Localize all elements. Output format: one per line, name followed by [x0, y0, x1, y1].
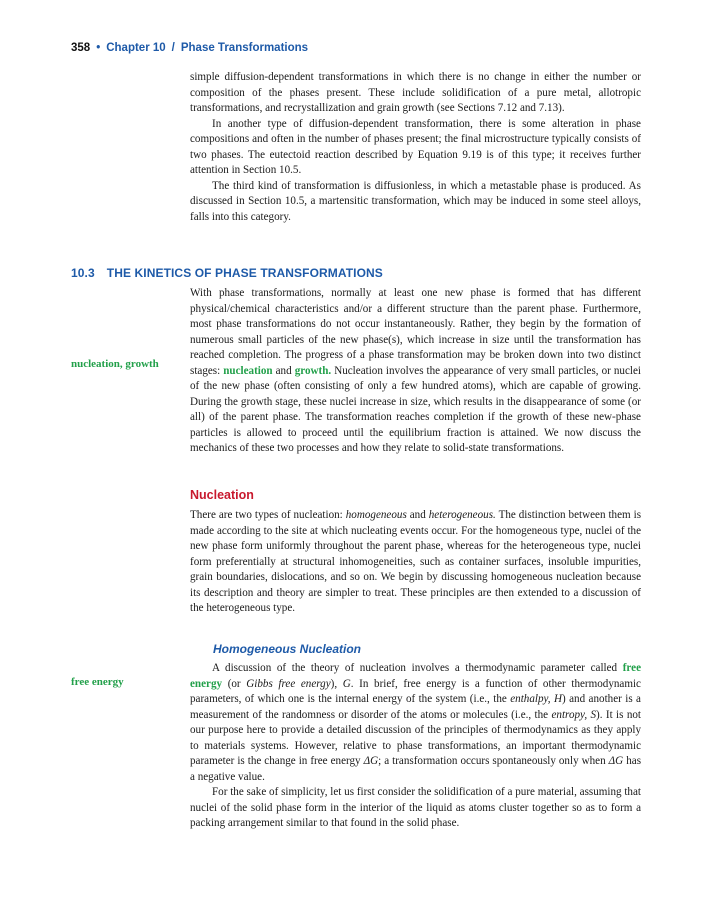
nucleation-text-b: The distinction between them is made according to the site at which nucleating events occur. For the homogeneous type, nuclei of the new phase form uniformly throughout the parent phase, whereas for the heterogeneous type, nuclei form preferentially at structural inhomogeneities, such as container surfaces, insoluble impurities, grain boundaries, dislocations, and so on. We begin by discussing homogeneous nucleation because its description and theory are simpler to treat. These principles are then extended to a discussion of the heterogeneous type. [190, 509, 642, 614]
page-number: 358 [71, 42, 91, 54]
margin-note-nucleation-growth: nucleation, growth [71, 358, 159, 370]
intro-paragraph-3: The third kind of transformation is diffusionless, in which a metastable phase is produced. As discussed in Section 10.5, a martensitic transformation, which may be induced in some steel alloys, falls into this category. [190, 179, 641, 223]
hn-text-c: ), [330, 677, 338, 690]
term-nucleation: nucleation [223, 364, 273, 377]
nucleation-paragraph [190, 508, 641, 617]
hn-text-h: has a negative value. [190, 755, 642, 783]
hn-text-b: (or [227, 677, 241, 690]
hn-delta-g-1: ΔG [363, 755, 379, 767]
nucleation-block [190, 508, 641, 617]
homogeneous-nucleation-heading: Homogeneous Nucleation [213, 642, 362, 656]
section-number: 10.3 [71, 266, 95, 280]
hn-text-f: ). It is not our purpose here to provide a detailed discussion of the principles of thermodynamics as they apply to materials systems. However, relative to phase transformations, an important thermodynamic parameter is the change in free energy [190, 708, 641, 767]
nucleation-and: and [409, 509, 426, 521]
term-free-energy: free energy [190, 662, 641, 690]
hn-symbol-g: G [342, 677, 351, 690]
nucleation-text-a: There are two types of nucleation: [190, 509, 343, 521]
header-separator-dot: • [96, 42, 101, 54]
hn-text-g: ; a transformation occurs spontaneously only when [378, 755, 606, 767]
intro-block [190, 70, 641, 225]
running-head [71, 42, 308, 54]
kinetics-text-a: With phase transformations, normally at least one new phase is formed that has different physical/chemical characteristics and/or a different structure than the parent phase. Furthermore, most phase transformations do not occur instantaneously. Rather, they begin by the formation of numerous small particles of the new phase(s), which increase in size until the transformation has reached completion. The progress of a phase transformation may be broken down into two distinct stages: [190, 287, 641, 377]
hn-text-d: . In brief, free energy is a function of other thermodynamic parameters, of which one is the internal energy of the system (i.e., the [190, 677, 641, 705]
intro-paragraph-1: simple diffusion-dependent transformations in which there is no change in either the number or composition of the phases present. These include solidification of a pure metal, allotropic transformations, and recrystallization and grain growth (see Sections 7.12 and 7.13). [190, 71, 641, 114]
kinetics-and: and [275, 364, 292, 377]
term-growth: growth. [294, 364, 332, 377]
section-title: THE KINETICS OF PHASE TRANSFORMATIONS [106, 266, 383, 280]
section-heading [71, 266, 383, 280]
kinetics-block [190, 286, 641, 457]
chapter-title: Phase Transformations [180, 42, 309, 54]
hn-entropy: entropy, S [551, 708, 597, 721]
chapter-label: Chapter 10 [106, 42, 166, 54]
intro-paragraph-2: In another type of diffusion-dependent transformation, there is some alteration in phase compositions and often in the number of phases present; the final microstructure typically consists of two phases. The eutectoid reaction described by Equation 9.19 is of this type; it receives further attention in Section 10.5. [190, 117, 641, 176]
nucleation-heading: Nucleation [190, 488, 254, 502]
kinetics-text-b: Nucleation involves the appearance of very small particles, or nuclei of the new phase (often consisting of only a few hundred atoms), which are capable of growing. During the growth stage, these nuclei increase in size, which results in the disappearance of some (or all) of the parent phase. The transformation reaches completion if the growth of these new-phase particles is allowed to proceed until the equilibrium fraction is attained. We now discuss the mechanics of these two processes and how they relate to solid-state transformations. [190, 364, 641, 454]
hn-delta-g-2: ΔG [608, 755, 624, 767]
hn-text-e: ) and another is a measurement of the randomness or disorder of the atoms or molecules (i.e., the [190, 693, 641, 721]
term-homogeneous: homogeneous [345, 509, 407, 521]
hn-enthalpy: enthalpy, H [510, 693, 563, 705]
homogeneous-paragraph-1 [190, 661, 641, 785]
header-slash: / [171, 42, 175, 54]
hn-gibbs: Gibbs free energy [246, 677, 331, 690]
hn-text-a: A discussion of the theory of nucleation involves a thermodynamic parameter called [212, 662, 618, 674]
kinetics-paragraph [190, 286, 641, 457]
homogeneous-block [190, 661, 641, 832]
homogeneous-paragraph-2: For the sake of simplicity, let us first consider the solidification of a pure material, assuming that nuclei of the solid phase form in the interior of the liquid as atoms cluster together so as to form a packing arrangement similar to that found in the solid phase. [190, 786, 641, 829]
term-heterogeneous: heterogeneous. [428, 509, 496, 521]
margin-note-free-energy: free energy [71, 676, 124, 688]
